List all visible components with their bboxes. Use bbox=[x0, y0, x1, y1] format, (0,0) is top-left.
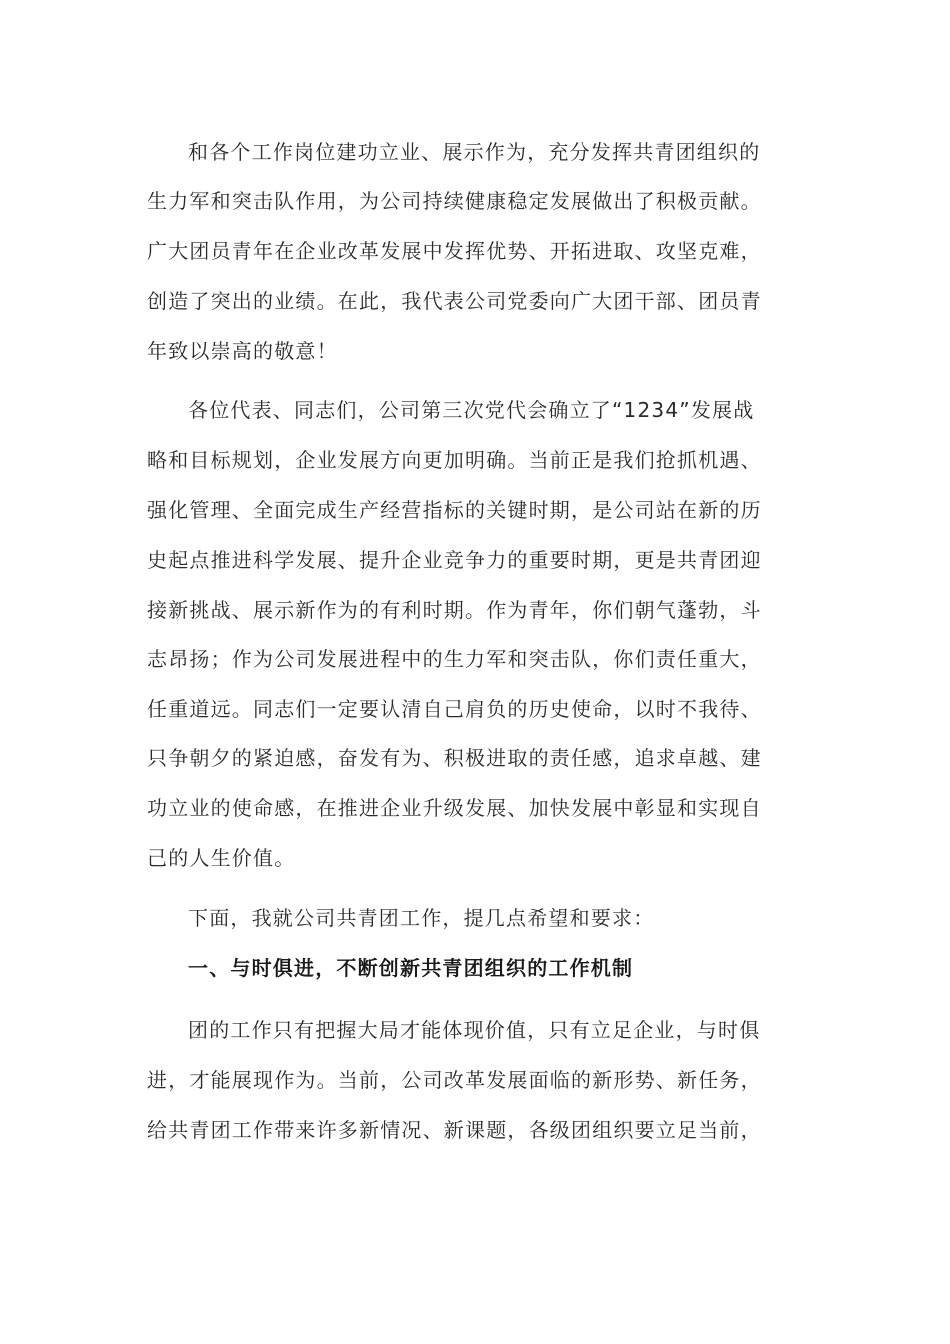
paragraph-3-line-1: 下面，我就公司共青团工作，提几点希望和要求： bbox=[188, 906, 655, 930]
paragraph-1-line-2: 生力军和突击队作用，为公司持续健康稳定发展做出了积极贡献。 bbox=[147, 189, 762, 213]
paragraph-1-line-4: 创造了突出的业绩。在此，我代表公司党委向广大团干部、团员青 bbox=[147, 289, 762, 313]
section-heading-1: 一、与时俱进，不断创新共青团组织的工作机制 bbox=[188, 956, 634, 980]
paragraph-2-line-3: 强化管理、全面完成生产经营指标的关键时期，是公司站在新的历 bbox=[147, 498, 762, 522]
paragraph-2-line-7: 任重道远。同志们一定要认清自己肩负的历史使命，以时不我待、 bbox=[147, 697, 762, 721]
paragraph-2-line-1: 各位代表、同志们，公司第三次党代会确立了“1234”发展战 bbox=[188, 398, 755, 422]
paragraph-1-line-3: 广大团员青年在企业改革发展中发挥优势、开拓进取、攻坚克难， bbox=[147, 239, 762, 263]
paragraph-2-line-4: 史起点推进科学发展、提升企业竞争力的重要时期，更是共青团迎 bbox=[147, 548, 762, 572]
paragraph-2-line-10: 己的人生价值。 bbox=[147, 846, 296, 870]
paragraph-2-line-9: 功立业的使命感，在推进企业升级发展、加快发展中彰显和实现自 bbox=[147, 796, 762, 820]
paragraph-4-line-2: 进，才能展现作为。当前，公司改革发展面临的新形势、新任务， bbox=[147, 1068, 762, 1092]
paragraph-1-line-1: 和各个工作岗位建功立业、展示作为，充分发挥共青团组织的 bbox=[188, 140, 761, 164]
paragraph-4-line-1: 团的工作只有把握大局才能体现价值，只有立足企业，与时俱 bbox=[188, 1018, 761, 1042]
paragraph-2-line-5: 接新挑战、展示新作为的有利时期。作为青年，你们朝气蓬勃，斗 bbox=[147, 598, 762, 622]
paragraph-2-line-2: 略和目标规划，企业发展方向更加明确。当前正是我们抢抓机遇、 bbox=[147, 448, 762, 472]
paragraph-4-line-3: 给共青团工作带来许多新情况、新课题，各级团组织要立足当前， bbox=[147, 1118, 762, 1142]
paragraph-2-line-8: 只争朝夕的紧迫感，奋发有为、积极进取的责任感，追求卓越、建 bbox=[147, 746, 762, 770]
paragraph-1-line-5: 年致以崇高的敬意！ bbox=[147, 339, 338, 363]
paragraph-2-line-6: 志昂扬；作为公司发展进程中的生力军和突击队，你们责任重大， bbox=[147, 647, 762, 671]
